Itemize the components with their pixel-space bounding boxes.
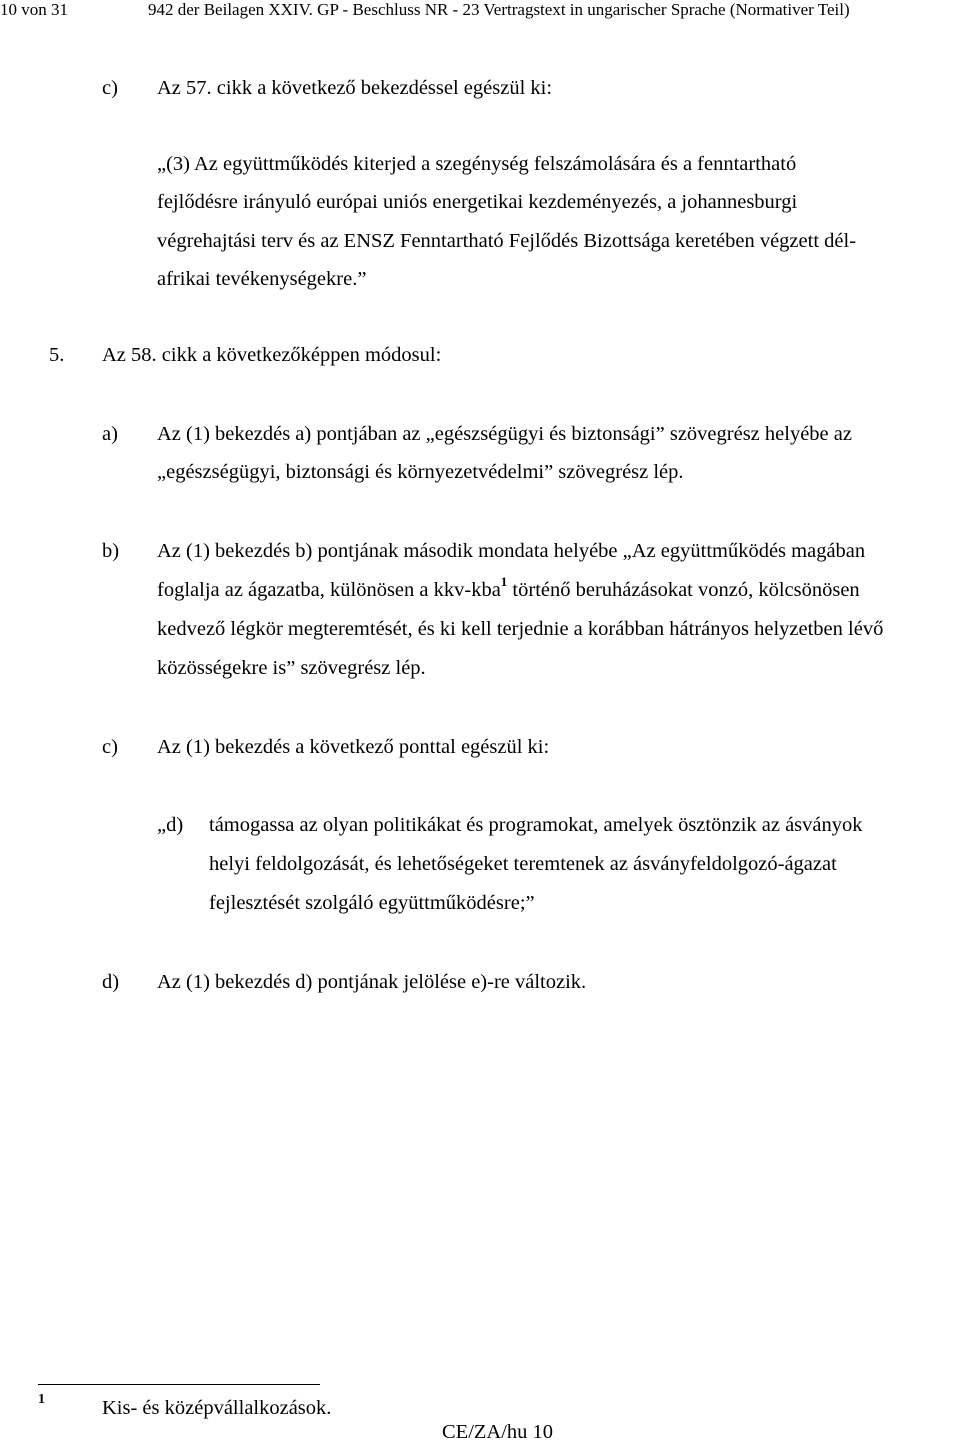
item-b-line-3: kedvező légkör megteremtését, és ki kell terjednie a korábban hátrányos helyzetben lévő — [157, 618, 884, 640]
list-marker-b: b) — [102, 540, 120, 562]
list-marker-c-57: c) — [102, 77, 118, 99]
item-b-line-2-after: történő beruházásokat vonzó, kölcsönösen — [507, 579, 860, 601]
article-57-intro: Az 57. cikk a következő bekezdéssel egészül ki: — [157, 77, 553, 99]
item-a-line-1: Az (1) bekezdés a) pontjában az „egészségügyi és biztonsági” szövegrész helyébe az — [157, 423, 852, 445]
list-marker-c: c) — [102, 736, 118, 758]
section-number-5: 5. — [49, 344, 65, 366]
quote-3-line-1: „(3) Az együttműködés kiterjed a szegénység felszámolására és a fenntartható — [157, 153, 797, 175]
item-b-line-2-before: foglalja az ágazatba, különösen a kkv-kba — [157, 579, 501, 601]
quote-3-line-4: afrikai tevékenységekre.” — [157, 268, 367, 290]
list-marker-a: a) — [102, 423, 118, 445]
page-footer-code: CE/ZA/hu 10 — [442, 1421, 554, 1443]
sub-d-line-3: fejlesztését szolgáló együttműködésre;” — [209, 892, 535, 914]
footnote-number: 1 — [38, 1392, 45, 1407]
item-b-line-1: Az (1) bekezdés b) pontjának második mondata helyébe „Az együttműködés magában — [157, 540, 866, 562]
item-a-line-2: „egészségügyi, biztonsági és környezetvédelmi” szövegrész lép. — [157, 461, 684, 483]
sub-d-line-1: támogassa az olyan politikákat és programokat, amelyek ösztönzik az ásványok — [209, 814, 863, 836]
footnote-reference-1: 1 — [500, 574, 508, 590]
item-b-line-2 — [157, 574, 860, 602]
sub-d-line-2: helyi feldolgozását, és lehetőségeket teremtenek az ásványfeldolgozó-ágazat — [209, 853, 837, 875]
sub-item-marker-d: „d) — [157, 814, 184, 836]
document-header-title: 942 der Beilagen XXIV. GP - Beschluss NR - 23 Vertragstext in ungarischer Sprache (Normativer Teil) — [148, 0, 850, 19]
footnote-separator — [38, 1384, 320, 1385]
item-d-text: Az (1) bekezdés d) pontjának jelölése e)-re változik. — [157, 971, 587, 993]
quote-3-line-2: fejlődésre irányuló európai uniós energetikai kezdeményezés, a johannesburgi — [157, 191, 798, 213]
page-number: 10 von 31 — [0, 0, 68, 19]
item-b-line-4: közösségekre is” szövegrész lép. — [157, 657, 426, 679]
list-marker-d: d) — [102, 971, 120, 993]
section-5-heading: Az 58. cikk a következőképpen módosul: — [102, 344, 442, 366]
item-c-text: Az (1) bekezdés a következő ponttal egészül ki: — [157, 736, 550, 758]
quote-3-line-3: végrehajtási terv és az ENSZ Fenntartható Fejlődés Bizottsága keretében végzett dél- — [157, 230, 857, 252]
footnote-text: Kis- és középvállalkozások. — [102, 1397, 332, 1419]
